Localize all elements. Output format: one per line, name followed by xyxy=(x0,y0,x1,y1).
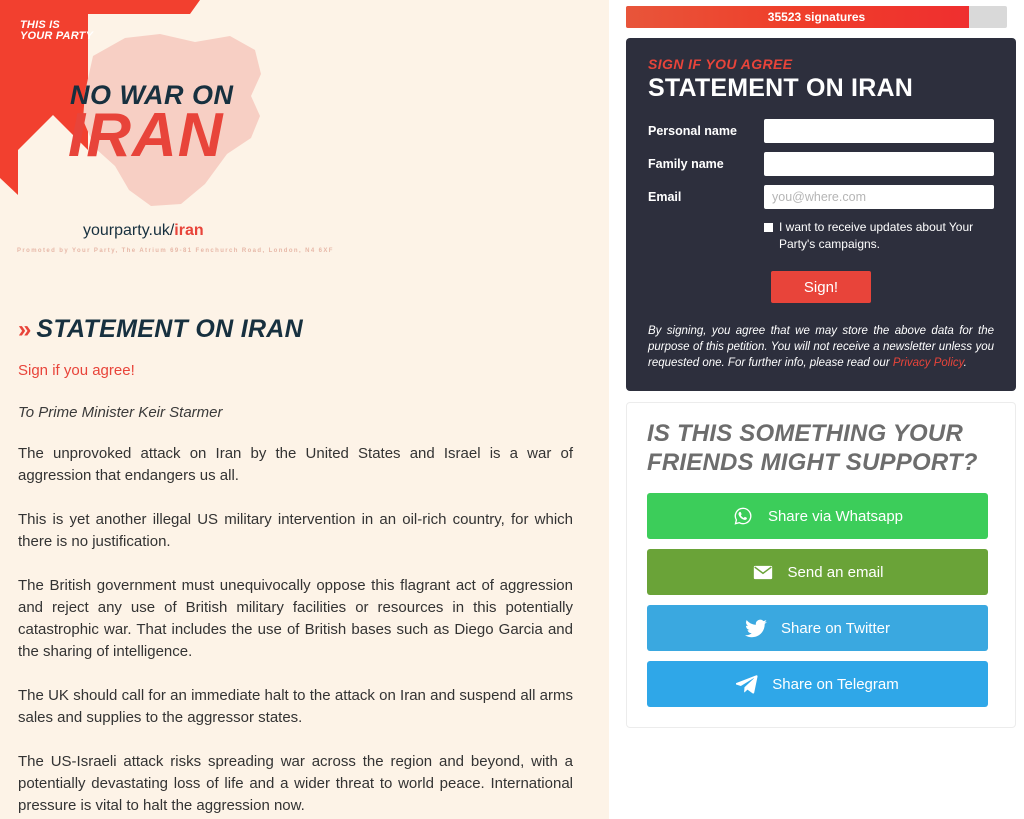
signature-progress-bar xyxy=(626,6,1007,28)
signup-kicker: SIGN IF YOU AGREE xyxy=(648,56,793,72)
statement-section xyxy=(0,315,609,817)
statement-paragraph: The British government must unequivocally oppose this flagrant act of aggression and reject any use of British military facilities or resources in this potentially catastrophic war. That includes the use of British bases such as Diego Garcia and the sharing of intelligence. xyxy=(18,577,573,660)
family-name-input[interactable] xyxy=(764,152,994,176)
page-title: STATEMENT ON IRAN xyxy=(36,315,304,343)
poster-promoted-text: Promoted by Your Party, The Atrium 69-81 Fenchurch Road, London, N4 6XF xyxy=(17,248,334,254)
statement-paragraph: This is yet another illegal US military intervention in an oil-rich country, for which there is no justification. xyxy=(18,511,573,550)
right-column xyxy=(609,0,1024,819)
poster-title: NO WAR ON xyxy=(70,80,234,110)
label-personal-name: Personal name xyxy=(648,124,737,138)
poster-badge-line2: YOUR PARTY xyxy=(20,30,94,42)
twitter-bird-icon xyxy=(745,617,767,639)
share-email-button[interactable] xyxy=(647,549,988,595)
email-input[interactable] xyxy=(764,185,994,209)
share-card xyxy=(626,402,1016,728)
label-family-name: Family name xyxy=(648,157,724,171)
share-telegram-button[interactable] xyxy=(647,661,988,707)
field-row-personal-name xyxy=(648,119,994,143)
telegram-icon xyxy=(736,673,758,695)
signup-form-card xyxy=(626,38,1016,391)
label-email: Email xyxy=(648,190,682,204)
fineprint-text: By signing, you agree that we may store the above data for the purpose of this petition. You will not receive a newsletter unless you requested one. For further info, please read our xyxy=(648,325,994,369)
share-whatsapp-label: Share via Whatsapp xyxy=(767,507,904,525)
signup-fineprint xyxy=(648,323,994,371)
share-telegram-label: Share on Telegram xyxy=(772,675,899,693)
share-email-label: Send an email xyxy=(787,563,884,581)
share-title: IS THIS SOMETHING YOUR FRIENDS MIGHT SUPPORT? xyxy=(647,420,978,476)
signup-title: STATEMENT ON IRAN xyxy=(648,74,913,102)
poster-url xyxy=(83,222,204,240)
poster-badge xyxy=(20,20,93,42)
sign-button[interactable]: Sign! xyxy=(771,271,871,303)
double-chevron-icon: » xyxy=(18,315,28,343)
field-row-family-name xyxy=(648,152,994,176)
statement-addressee: To Prime Minister Keir Starmer xyxy=(18,404,223,421)
sign-if-you-agree-text: Sign if you agree! xyxy=(18,362,135,379)
personal-name-input[interactable] xyxy=(764,119,994,143)
statement-paragraph: The unprovoked attack on Iran by the United States and Israel is a war of aggression that endangers us all. xyxy=(18,445,573,484)
updates-checkbox[interactable] xyxy=(764,223,773,232)
share-twitter-button[interactable] xyxy=(647,605,988,651)
signature-count-label: 35523 signatures xyxy=(767,10,866,24)
poster-url-suffix: iran xyxy=(174,222,204,239)
whatsapp-icon xyxy=(732,505,754,527)
poster-badge-line1: THIS IS xyxy=(20,19,60,31)
privacy-policy-link[interactable]: Privacy Policy xyxy=(892,357,964,369)
poster-url-prefix: yourparty.uk/ xyxy=(83,222,175,239)
share-twitter-label: Share on Twitter xyxy=(781,619,890,637)
field-row-email xyxy=(648,185,994,209)
updates-checkbox-row[interactable] xyxy=(764,219,996,253)
updates-checkbox-label: I want to receive updates about Your Party's campaigns. xyxy=(779,220,974,251)
statement-heading-row xyxy=(18,315,573,344)
poster-subject: IRAN xyxy=(68,101,224,170)
fineprint-tail: . xyxy=(963,357,967,369)
envelope-icon xyxy=(752,561,774,583)
statement-paragraph: The US-Israeli attack risks spreading war across the region and beyond, with a potentially devastating loss of life and a wider threat to world peace. International pressure is vital to halt the aggression now. xyxy=(18,753,573,814)
share-whatsapp-button[interactable] xyxy=(647,493,988,539)
statement-paragraph: The UK should call for an immediate halt to the attack on Iran and suspend all arms sales and supplies to the aggressor states. xyxy=(18,687,573,726)
poster-banner xyxy=(0,0,609,285)
